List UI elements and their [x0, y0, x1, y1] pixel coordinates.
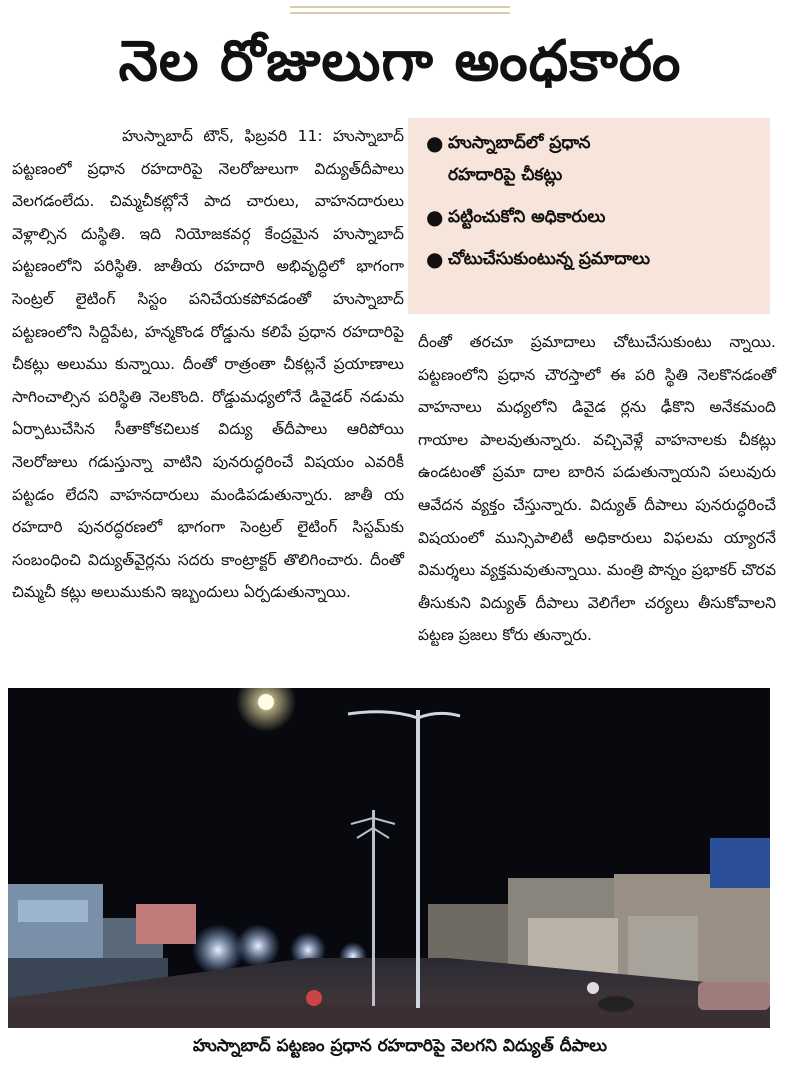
highlight-text: రహదారిపై చీకట్లు — [448, 165, 563, 185]
highlight-item-continued — [426, 160, 756, 190]
highlight-item — [426, 202, 756, 232]
body-paragraph-left: హుస్నాబాద్ టౌన్, ఫిబ్రవరి 11: హుస్నాబాద్ పట్టణంలో ప్రధాన రహదారిపై నెలరోజులుగా విద్యుత్‌దీపాలు వెలగడంలేదు. చిమ్మచీకట్లోనే పాద చారులు, వాహనదారులు వెళ్లాల్సిన దుస్థితి. ఇది నియోజకవర్గ కేంద్రమైన హుస్నాబాద్ పట్టణంలోని పరిస్థితి. జాతీయ రహదారి అభివృద్ధిలో భాగంగా సెంట్రల్ లైటింగ్ సిస్టం పనిచేయకపోవడంతో హుస్నాబాద్ పట్టణంలోని సిద్దిపేట, హన్మకొండ రోడ్డును కలిపే ప్రధాన రహదారిపై చీకట్లు అలుము కున్నాయి. దీంతో రాత్రంతా చీకట్లనే ప్రయాణాలు సాగించాల్సిన పరిస్థితి నెలకొంది. రోడ్డుమధ్యలోనే డివైడర్ నడుమ ఏర్పాటుచేసిన సీతాకోకచిలుక విద్యు త్‌దీపాలు ఆరిపోయి నెలరోజులు గడుస్తున్నా వాటిని పునరుద్ధరించే విషయం ఎవరికీ పట్టడం లేదని వాహనదారులు మండిపడుతున్నారు. జాతీ య రహదారి పునరద్ధరణలో భాగంగా సెంట్రల్ లైటింగ్ సిస్టమ్‌కు సంబంధించి విద్యుత్‌వైర్లను సదరు కాంట్రాక్టర్ తొలిగించారు. దీంతో చిమ్మచీ కట్లు అలుముకుని ఇబ్బందులు ఏర్పడుతున్నాయి. — [12, 127, 404, 602]
night-street-photo — [8, 688, 770, 1028]
article-body-right — [418, 326, 776, 652]
bullet-icon: ● — [426, 205, 444, 229]
body-paragraph-right: దీంతో తరచూ ప్రమాదాలు చోటుచేసుకుంటు న్నాయి. పట్టణంలోని ప్రధాన చౌరస్తాలో ఈ పరి స్థితి నెలకొనడంతో వాహనాలు మధ్యలోని డివైడ ర్లను ఢీకొని అనేకమంది గాయాల పాలవుతున్నారు. వచ్చివెళ్లే వాహనాలకు చీకట్లు ఉండటంతో ప్రమా దాల బారిన పడుతున్నాయని పలువురు ఆవేదన వ్యక్తం చేస్తున్నారు. విద్యుత్ దీపాలు పునరుద్ధరించే విషయంలో మున్సిపాలిటీ అధికారులు విఫలమ య్యారనే విమర్శలు వ్యక్తమవుతున్నాయి. మంత్రి పొన్నం ప్రభాకర్ చొరవ తీసుకుని విద్యుత్ దీపాలు వెలిగేలా చర్యలు తీసుకోవాలని పట్టణ ప్రజలు కోరు తున్నారు. — [418, 333, 777, 645]
photo-caption: హుస్నాబాద్ పట్టణం ప్రధాన రహదారిపై వెలగని విద్యుత్ దీపాలు — [192, 1036, 608, 1056]
highlight-item — [426, 244, 756, 274]
highlight-text: హుస్నాబాద్‌లో ప్రధాన — [448, 133, 591, 153]
highlights-box — [408, 118, 770, 314]
highlight-item — [426, 128, 756, 158]
highlight-text: చోటుచేసుకుంటున్న ప్రమాదాలు — [448, 249, 650, 269]
article-headline: నెల రోజులుగా అంధకారం — [118, 29, 682, 94]
highlight-text: పట్టించుకోని అధికారులు — [448, 207, 606, 227]
decorative-rule — [290, 6, 510, 14]
bullet-icon: ● — [426, 131, 444, 155]
article-body-left — [12, 120, 404, 609]
bullet-icon: ● — [426, 247, 444, 271]
